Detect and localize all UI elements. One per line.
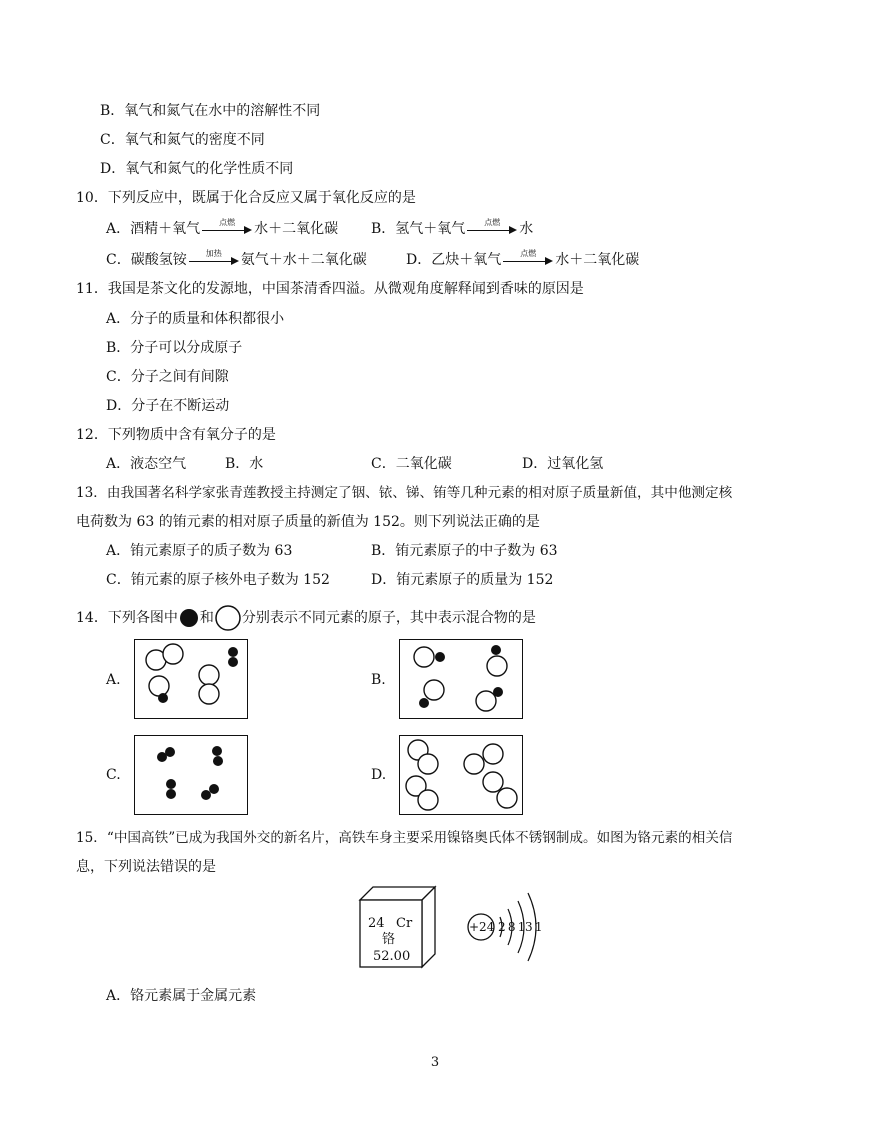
atomic-number: 24 — [368, 916, 385, 931]
q14-stem-pre: 14．下列各图中 — [76, 610, 178, 626]
q12-option-a: A．液态空气 — [106, 456, 187, 472]
q14-stem — [76, 604, 536, 632]
q11-option-d: D．分子在不断运动 — [106, 398, 230, 414]
chromium-element-cell — [358, 885, 438, 969]
q10-c-reactants: C．碳酸氢铵 — [106, 252, 187, 268]
q13-option-a: A．铕元素原子的质子数为 63 — [106, 543, 293, 559]
q10-c-products: 氨气＋水＋二氧化碳 — [240, 252, 367, 268]
reaction-condition: 加热 — [205, 249, 222, 258]
reaction-condition: 点燃 — [219, 218, 236, 227]
q10-a-products: 水＋二氧化碳 — [254, 221, 339, 237]
reaction-condition: 点燃 — [484, 218, 501, 227]
reaction-arrow-icon — [503, 251, 553, 269]
q11-option-c: C．分子之间有间隙 — [106, 369, 229, 385]
black-atom-icon — [178, 607, 200, 629]
q14-label-a: A. — [106, 672, 121, 688]
q13-stem-line2: 电荷数为 63 的铕元素的相对原子质量的新值为 152。则下列说法正确的是 — [76, 514, 540, 530]
q12-stem: 12．下列物质中含有氧分子的是 — [76, 427, 276, 443]
q10-option-c — [106, 251, 367, 269]
q14-label-d: D. — [371, 767, 387, 783]
q10-d-products: 水＋二氧化碳 — [555, 252, 640, 268]
q11-option-a: A．分子的质量和体积都很小 — [106, 311, 285, 327]
element-symbol: Cr — [396, 916, 413, 931]
q11-stem: 11．我国是茶文化的发源地，中国茶清香四溢。从微观角度解释闻到香味的原因是 — [76, 281, 584, 297]
reaction-condition: 点燃 — [520, 249, 537, 258]
q14-label-c: C. — [106, 767, 121, 783]
element-name: 铬 — [382, 932, 396, 947]
q14-diagram-c — [134, 735, 248, 815]
q14-label-b: B. — [371, 672, 386, 688]
q14-diagram-b — [399, 639, 523, 719]
q14-stem-and: 和 — [199, 610, 214, 626]
q14-stem-post: 分别表示不同元素的原子，其中表示混合物的是 — [241, 610, 536, 626]
q15-stem-line1: 15．“中国高铁”已成为我国外交的新名片，高铁车身主要采用镍铬奥氏体不锈钢制成。如图为铬元素的相关信 — [76, 830, 733, 846]
q12-option-c: C．二氧化碳 — [371, 456, 452, 472]
reaction-arrow-icon — [202, 220, 252, 238]
q15-stem-line2: 息，下列说法错误的是 — [76, 859, 216, 875]
q15-option-a: A．铬元素属于金属元素 — [106, 988, 257, 1004]
q10-stem: 10．下列反应中，既属于化合反应又属于氧化反应的是 — [76, 190, 416, 206]
q10-d-reactants: D．乙炔＋氧气 — [406, 252, 502, 268]
q10-option-a — [106, 220, 338, 238]
chromium-atomic-structure-diagram — [462, 885, 554, 969]
reaction-arrow-icon — [467, 220, 517, 238]
q13-option-d: D．铕元素原子的质量为 152 — [371, 572, 554, 588]
q10-b-products: 水 — [519, 221, 534, 237]
q14-diagram-d — [399, 735, 523, 815]
q10-a-reactants: A．酒精＋氧气 — [106, 221, 201, 237]
q10-option-b — [371, 220, 533, 238]
white-atom-icon — [214, 604, 242, 632]
page-number: 3 — [430, 1055, 440, 1070]
q9-option-d: D．氧气和氮气的化学性质不同 — [100, 161, 294, 177]
q10-b-reactants: B．氢气＋氧气 — [371, 221, 466, 237]
reaction-arrow-icon — [189, 251, 239, 269]
q12-option-b: B．水 — [225, 456, 264, 472]
atomic-mass: 52.00 — [373, 949, 411, 964]
electron-shells: 2 8 13 1 — [498, 920, 543, 934]
q9-option-c: C．氧气和氮气的密度不同 — [100, 132, 265, 148]
q13-option-b: B．铕元素原子的中子数为 63 — [371, 543, 558, 559]
q14-diagram-a — [134, 639, 248, 719]
q12-option-d: D．过氧化氢 — [522, 456, 604, 472]
q10-option-d — [406, 251, 639, 269]
q13-stem-line1: 13．由我国著名科学家张青莲教授主持测定了铟、铱、锑、铕等几种元素的相对原子质量新值，其中他测定核 — [76, 485, 733, 501]
q11-option-b: B．分子可以分成原子 — [106, 340, 243, 356]
q9-option-b: B．氧气和氮气在水中的溶解性不同 — [100, 103, 321, 119]
q13-option-c: C．铕元素的原子核外电子数为 152 — [106, 572, 330, 588]
nucleus-charge: +24 — [469, 920, 495, 934]
